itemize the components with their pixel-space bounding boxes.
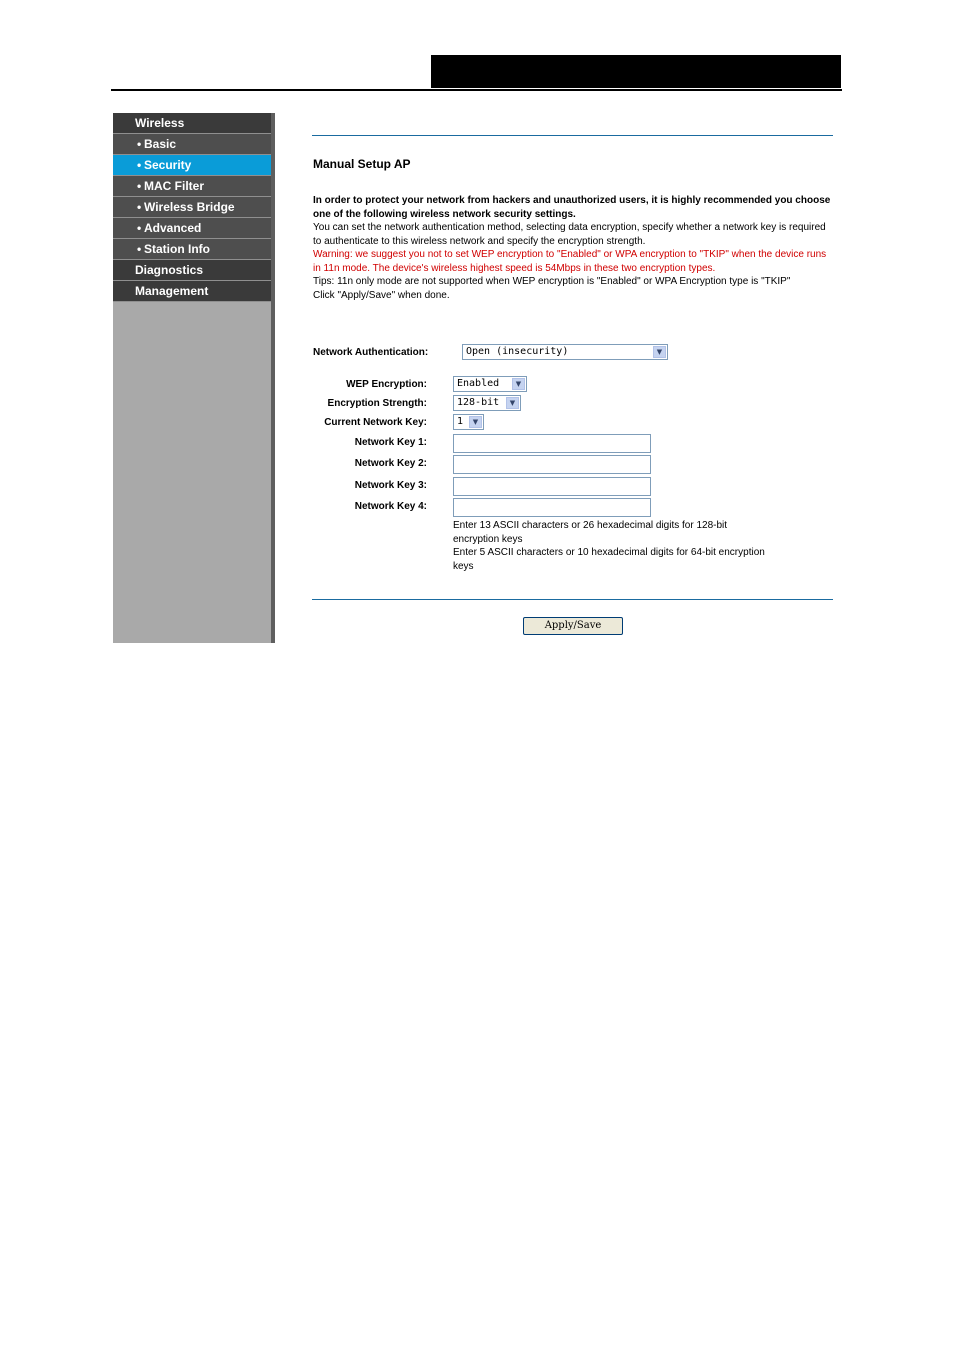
bottom-divider: [312, 599, 833, 600]
intro-bold-text: In order to protect your network from hackers and unauthorized users, it is highly recommended you choose one of the following wireless network security settings.: [313, 195, 831, 220]
bullet-icon: •: [137, 242, 142, 256]
sidebar-item-label: Wireless Bridge: [144, 200, 235, 214]
intro-text: You can set the network authentication method, selecting data encryption, specify whether a network key is required to authenticate to this wireless network and specify the encryption strength.: [313, 222, 826, 247]
description: [313, 194, 833, 302]
sidebar-item-station-info[interactable]: [113, 239, 271, 260]
wep-select[interactable]: [453, 376, 527, 392]
current-key-select[interactable]: [453, 414, 484, 430]
auth-select-value: Open (insecurity): [466, 346, 569, 357]
sidebar-item-label: Basic: [144, 137, 177, 151]
sidebar-item-label: Security: [144, 158, 192, 172]
strength-label: Encryption Strength:: [327, 398, 427, 409]
sidebar-item-mac-filter[interactable]: [113, 176, 271, 197]
sidebar-item-label: Wireless: [135, 116, 185, 130]
network-key-2-input[interactable]: [453, 455, 651, 474]
apply-instruction-text: Click "Apply/Save" when done.: [313, 289, 450, 301]
key4-label: Network Key 4:: [354, 501, 427, 512]
header-rule: [111, 89, 842, 91]
top-divider: [312, 135, 833, 136]
network-key-3-input[interactable]: [453, 477, 651, 496]
network-key-4-input[interactable]: [453, 498, 651, 517]
tips-text: Tips: 11n only mode are not supported when WEP encryption is "Enabled" or WPA Encryption type is "TKIP": [313, 276, 791, 287]
apply-save-button[interactable]: Apply/Save: [523, 617, 623, 635]
sidebar-item-label: Diagnostics: [135, 263, 204, 277]
key3-label: Network Key 3:: [354, 480, 427, 491]
warning-text: Warning: we suggest you not to set WEP encryption to "Enabled" or WPA encryption to "TKIP" when the device runs in 11n mode. The device's wireless highest speed is 54Mbps in these two encryption types.: [313, 249, 827, 274]
bullet-icon: •: [137, 221, 142, 235]
current-key-label: Current Network Key:: [324, 417, 427, 428]
bullet-icon: •: [137, 179, 142, 193]
sidebar: [113, 113, 271, 643]
wep-label: WEP Encryption:: [346, 379, 427, 390]
current-key-select-value: 1: [457, 416, 464, 427]
auth-label: Network Authentication:: [313, 347, 429, 358]
sidebar-item-advanced[interactable]: [113, 218, 271, 239]
network-key-1-input[interactable]: [453, 434, 651, 453]
chevron-down-icon[interactable]: ▼: [653, 346, 666, 358]
auth-select[interactable]: [462, 344, 668, 360]
sidebar-item-security[interactable]: [113, 155, 271, 176]
hint-128-bit: Enter 13 ASCII characters or 26 hexadecimal digits for 128-bit encryption keys: [453, 520, 728, 545]
sidebar-item-management[interactable]: [113, 281, 271, 302]
sidebar-item-wireless-bridge[interactable]: [113, 197, 271, 218]
bullet-icon: •: [137, 137, 142, 151]
bullet-icon: •: [137, 158, 142, 172]
sidebar-item-label: Management: [135, 284, 209, 298]
key2-label: Network Key 2:: [354, 458, 427, 469]
page-title: Manual Setup AP: [313, 157, 411, 171]
strength-select-value: 128-bit: [457, 397, 500, 408]
wep-select-value: Enabled: [457, 378, 500, 389]
sidebar-item-label: MAC Filter: [144, 179, 204, 193]
sidebar-item-diagnostics[interactable]: [113, 260, 271, 281]
key1-label: Network Key 1:: [354, 437, 427, 448]
sidebar-item-label: Advanced: [144, 221, 202, 235]
bullet-icon: •: [137, 200, 142, 214]
chevron-down-icon[interactable]: ▼: [512, 378, 525, 390]
sidebar-item-basic[interactable]: [113, 134, 271, 155]
chevron-down-icon[interactable]: ▼: [506, 397, 519, 409]
chevron-down-icon[interactable]: ▼: [469, 416, 482, 428]
sidebar-item-wireless[interactable]: [113, 113, 271, 134]
document-header-bar: [431, 55, 841, 88]
sidebar-item-label: Station Info: [144, 242, 210, 256]
strength-select[interactable]: [453, 395, 521, 411]
hint-64-bit: Enter 5 ASCII characters or 10 hexadecimal digits for 64-bit encryption keys: [453, 547, 765, 572]
